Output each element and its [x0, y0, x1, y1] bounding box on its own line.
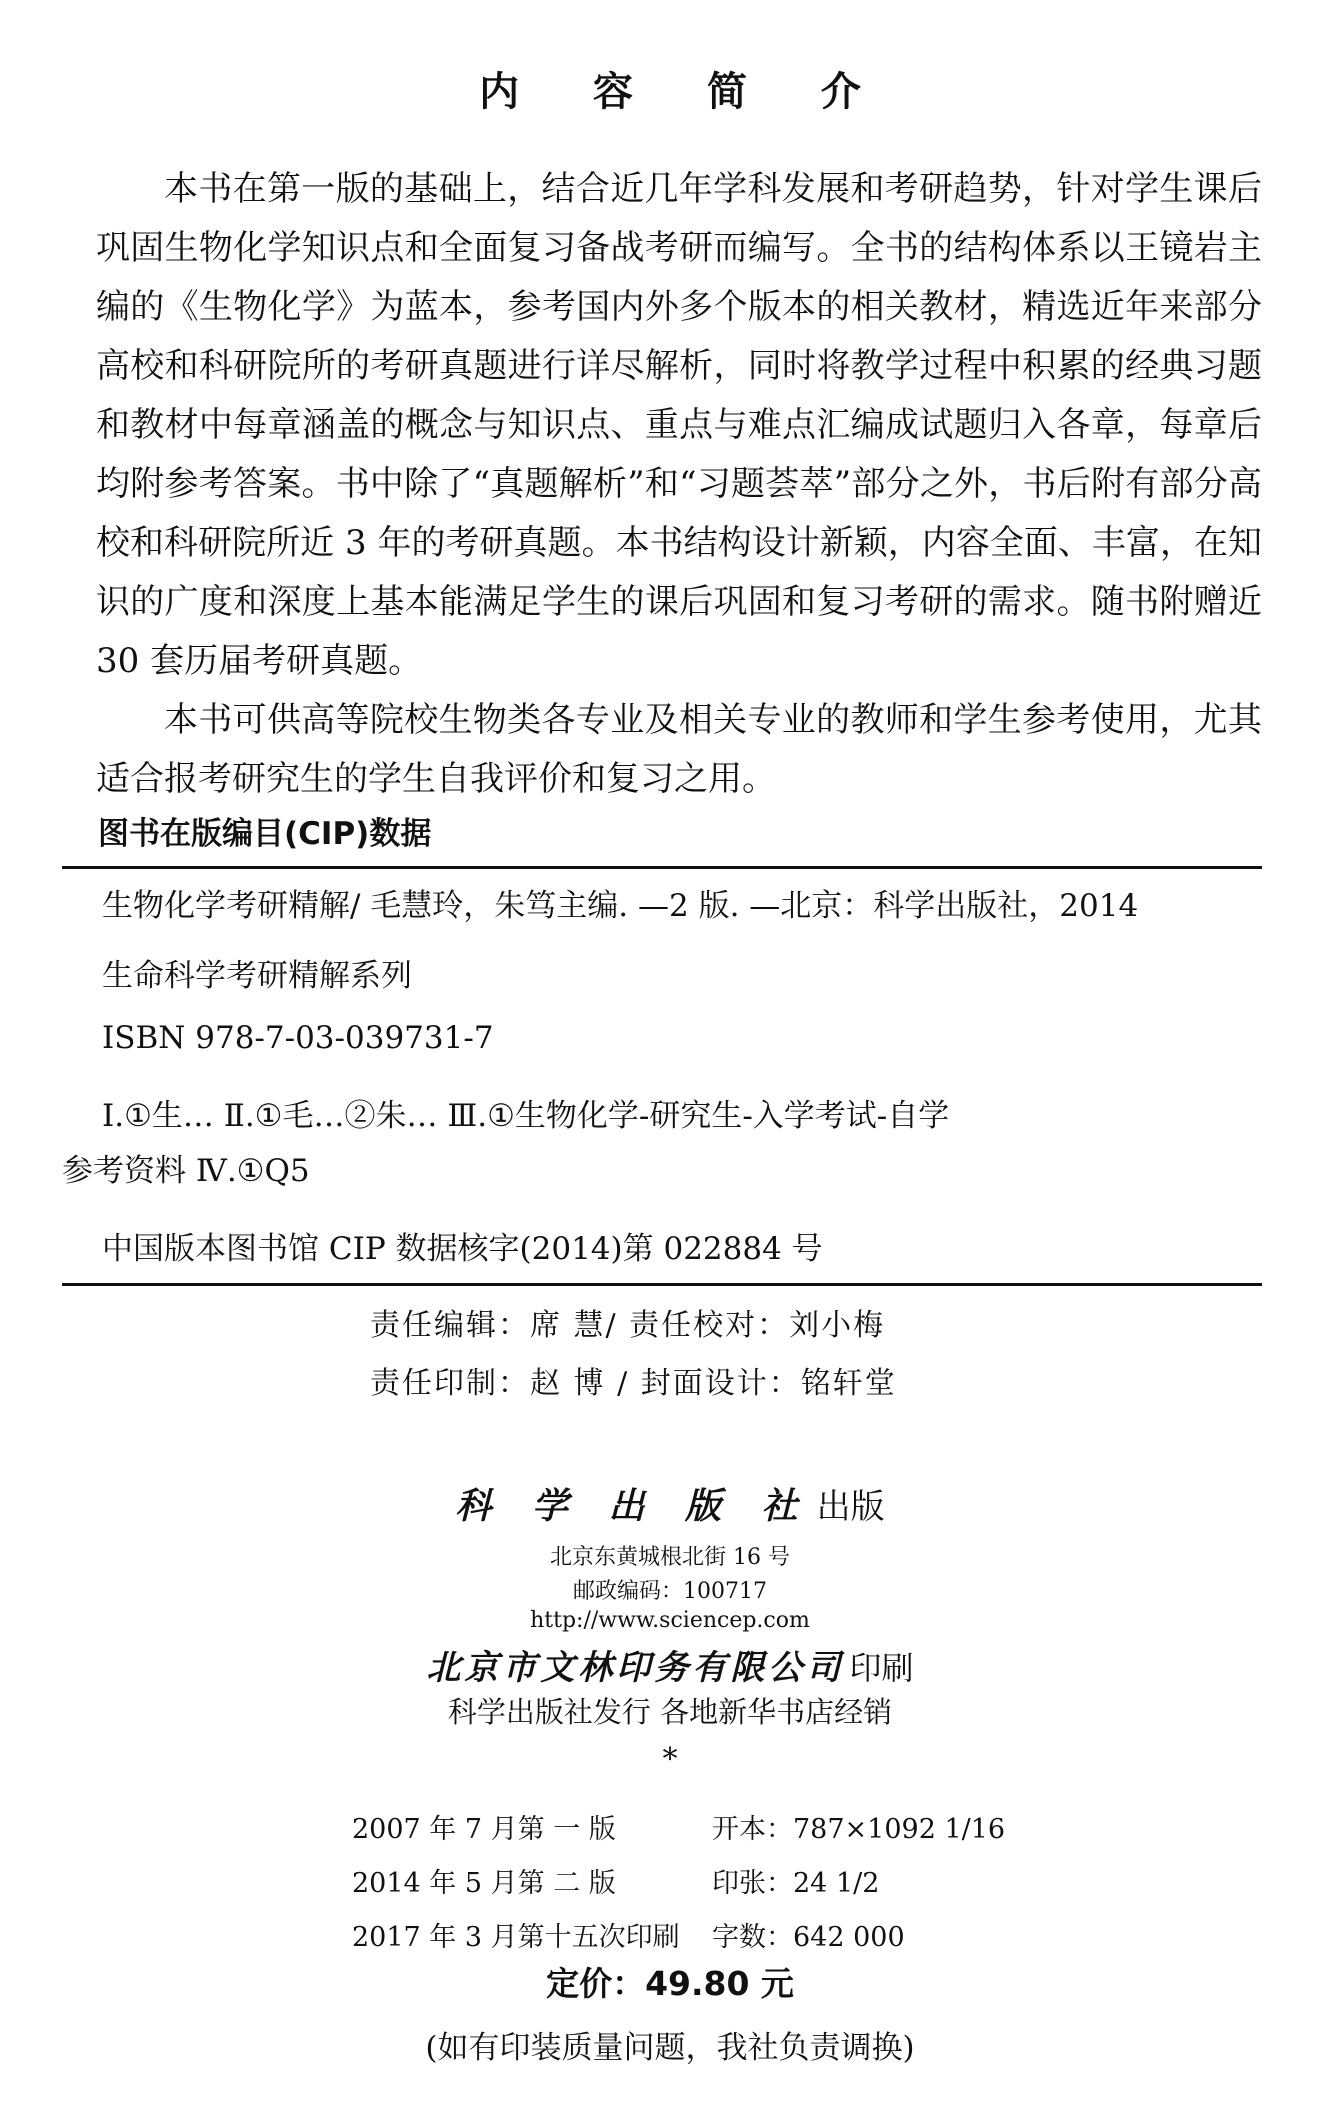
- editor-proofreader-line: 责任编辑：席 慧/ 责任校对：刘小梅: [370, 1308, 886, 1343]
- publisher-suffix: 出版: [816, 1487, 885, 1527]
- page-title: 内 容 简 介: [479, 69, 891, 115]
- cip-subject-line: Ⅰ.①生… Ⅱ.①毛…②朱… Ⅲ.①生物化学-研究生-入学考试-自学: [102, 1098, 950, 1134]
- cip-isbn-line: ISBN 978-7-03-039731-7: [102, 1020, 494, 1056]
- cip-subject-line-cont: 参考资料 Ⅳ.①Q5: [62, 1153, 310, 1189]
- intro-section: [96, 160, 1262, 809]
- cip-heading: 图书在版编目(CIP)数据: [98, 816, 432, 852]
- intro-paragraph-1: 本书在第一版的基础上，结合近几年学科发展和考研趋势，针对学生课后巩固生物化学知识点和全面复习备战考研而编写。全书的结构体系以王镜岩主编的《生物化学》为蓝本，参考国内外多个版本的相关教材，精选近年来部分高校和科研院所的考研真题进行详尽解析，同时将教学过程中积累的经典习题和教材中每章涵盖的概念与知识点、重点与难点汇编成试题归入各章，每章后均附参考答案。书中除了“真题解析”和“习题荟萃”部分之外，书后附有部分高校和科研院所近 3 年的考研真题。本书结构设计新颖，内容全面、丰富，在知识的广度和深度上基本能满足学生的课后巩固和复习考研的需求。随书附赠近 30 套历届考研真题。: [96, 169, 1262, 681]
- printer-name: 北京市文林印务有限公司: [426, 1648, 845, 1688]
- edition-date: 2014 年 5 月第 二 版: [352, 1868, 616, 1899]
- cip-series-line: 生命科学考研精解系列: [102, 958, 412, 994]
- quality-notice: (如有印装质量问题，我社负责调换): [425, 2030, 915, 2066]
- publisher-name: 科 学 出 版 社: [455, 1485, 812, 1527]
- divider-bottom: [62, 1283, 1262, 1286]
- edition-date: 2017 年 3 月第十五次印刷: [352, 1922, 680, 1953]
- distribution-line: 科学出版社发行 各地新华书店经销: [447, 1695, 893, 1729]
- edition-spec: 开本：787×1092 1/16: [712, 1814, 1006, 1845]
- edition-date: 2007 年 7 月第 一 版: [352, 1814, 616, 1845]
- publisher-url: http://www.sciencep.com: [530, 1608, 810, 1633]
- divider-top: [62, 866, 1262, 869]
- cip-bibliographic-line: 生物化学考研精解/ 毛慧玲，朱笃主编. —2 版. —北京：科学出版社，2014: [102, 888, 1139, 924]
- publisher-address: 北京东黄城根北街 16 号: [550, 1545, 790, 1570]
- cip-record-number-line: 中国版本图书馆 CIP 数据核字(2014)第 022884 号: [102, 1231, 823, 1267]
- price: 定价：49.80 元: [546, 1964, 794, 2003]
- intro-paragraph-2: 本书可供高等院校生物类各专业及相关专业的教师和学生参考使用，尤其适合报考研究生的学生自我评价和复习之用。: [96, 700, 1262, 799]
- edition-spec: 字数：642 000: [712, 1922, 905, 1953]
- edition-spec: 印张：24 1/2: [712, 1868, 880, 1899]
- printer-suffix: 印刷: [849, 1649, 914, 1687]
- printer-line: [0, 1640, 1340, 1689]
- printing-cover-design-line: 责任印制：赵 博 / 封面设计：铭轩堂: [370, 1366, 897, 1401]
- publisher-postcode: 邮政编码：100717: [573, 1579, 767, 1604]
- publisher-line: [0, 1478, 1340, 1529]
- separator-star: *: [662, 1742, 678, 1777]
